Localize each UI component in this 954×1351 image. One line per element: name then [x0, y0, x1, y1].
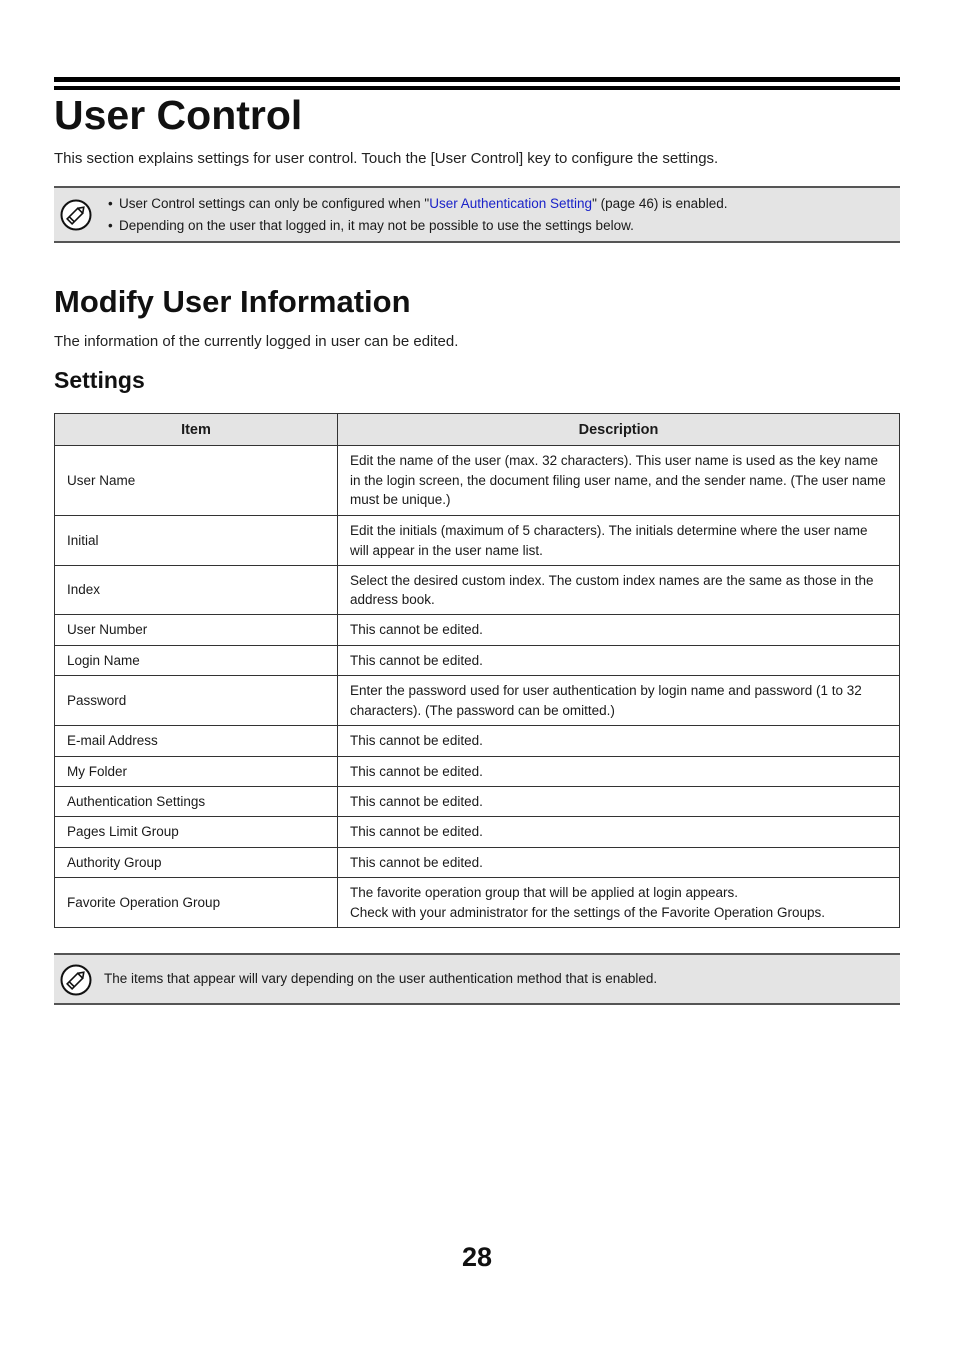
note-item	[108, 215, 727, 237]
item-cell: Authority Group	[55, 848, 338, 878]
description-cell: This cannot be edited.	[338, 615, 900, 646]
note-box-bottom	[54, 953, 900, 1005]
note-text: The items that appear will vary depending on the user authentication method that is enabled.	[104, 971, 658, 986]
item-cell: Password	[55, 676, 338, 726]
description-cell: This cannot be edited.	[338, 646, 900, 676]
item-cell: User Name	[55, 446, 338, 516]
item-cell: Favorite Operation Group	[55, 878, 338, 928]
section-intro: The information of the currently logged in user can be edited.	[54, 333, 459, 350]
item-cell: Pages Limit Group	[55, 817, 338, 848]
table-row	[55, 646, 900, 676]
bullet: •	[108, 218, 113, 233]
table-row	[55, 817, 900, 848]
pencil-note-icon	[60, 199, 92, 231]
note-text: User Control settings can only be configured when "	[119, 196, 430, 211]
item-cell: Initial	[55, 516, 338, 566]
table-row	[55, 676, 900, 726]
description-cell: Enter the password used for user authentication by login name and password (1 to 32 characters). (The password can be omitted.)	[338, 676, 900, 726]
item-cell: User Number	[55, 615, 338, 646]
note-list	[108, 193, 727, 237]
item-cell: Login Name	[55, 646, 338, 676]
description-line: Check with your administrator for the settings of the Favorite Operation Groups.	[350, 904, 825, 920]
settings-heading: Settings	[54, 367, 145, 393]
description-cell: Edit the name of the user (max. 32 characters). This user name is used as the key name in the login screen, the document filing user name, and the sender name. (The user name must be unique.)	[338, 446, 900, 516]
note-text: " (page 46) is enabled.	[592, 196, 728, 211]
intro-text: This section explains settings for user control. Touch the [User Control] key to configure the settings.	[54, 150, 719, 167]
description-cell: This cannot be edited.	[338, 787, 900, 817]
description-cell: This cannot be edited.	[338, 726, 900, 757]
table-row	[55, 615, 900, 646]
table-row	[55, 726, 900, 757]
item-cell: E-mail Address	[55, 726, 338, 757]
description-cell: Select the desired custom index. The custom index names are the same as those in the address book.	[338, 566, 900, 615]
user-authentication-link[interactable]: User Authentication Setting	[429, 196, 593, 211]
pencil-note-icon	[60, 964, 92, 996]
table-row	[55, 566, 900, 615]
table-row	[55, 757, 900, 787]
header-description: Description	[338, 414, 900, 446]
description-cell: This cannot be edited.	[338, 757, 900, 787]
table-row	[55, 787, 900, 817]
note-text: Depending on the user that logged in, it may not be possible to use the settings below.	[119, 218, 634, 233]
table-row	[55, 446, 900, 516]
note-box-top	[54, 186, 900, 243]
bullet: •	[108, 196, 113, 211]
description-cell: This cannot be edited.	[338, 848, 900, 878]
table-row	[55, 848, 900, 878]
table-header-row	[55, 414, 900, 446]
description-cell	[338, 878, 900, 928]
page-number: 28	[461, 1242, 493, 1272]
table-row	[55, 878, 900, 928]
page-title: User Control	[54, 92, 303, 138]
item-cell: Authentication Settings	[55, 787, 338, 817]
note-item	[108, 193, 727, 215]
top-rule-thin	[54, 86, 900, 90]
settings-table	[54, 413, 900, 928]
description-cell: Edit the initials (maximum of 5 characters). The initials determine where the user name will appear in the user name list.	[338, 516, 900, 566]
item-cell: Index	[55, 566, 338, 615]
section-title: Modify User Information	[54, 284, 411, 319]
description-cell: This cannot be edited.	[338, 817, 900, 848]
top-rule-thick	[54, 77, 900, 82]
header-item: Item	[55, 414, 338, 446]
description-line: The favorite operation group that will be applied at login appears.	[350, 885, 738, 900]
item-cell: My Folder	[55, 757, 338, 787]
table-row	[55, 516, 900, 566]
